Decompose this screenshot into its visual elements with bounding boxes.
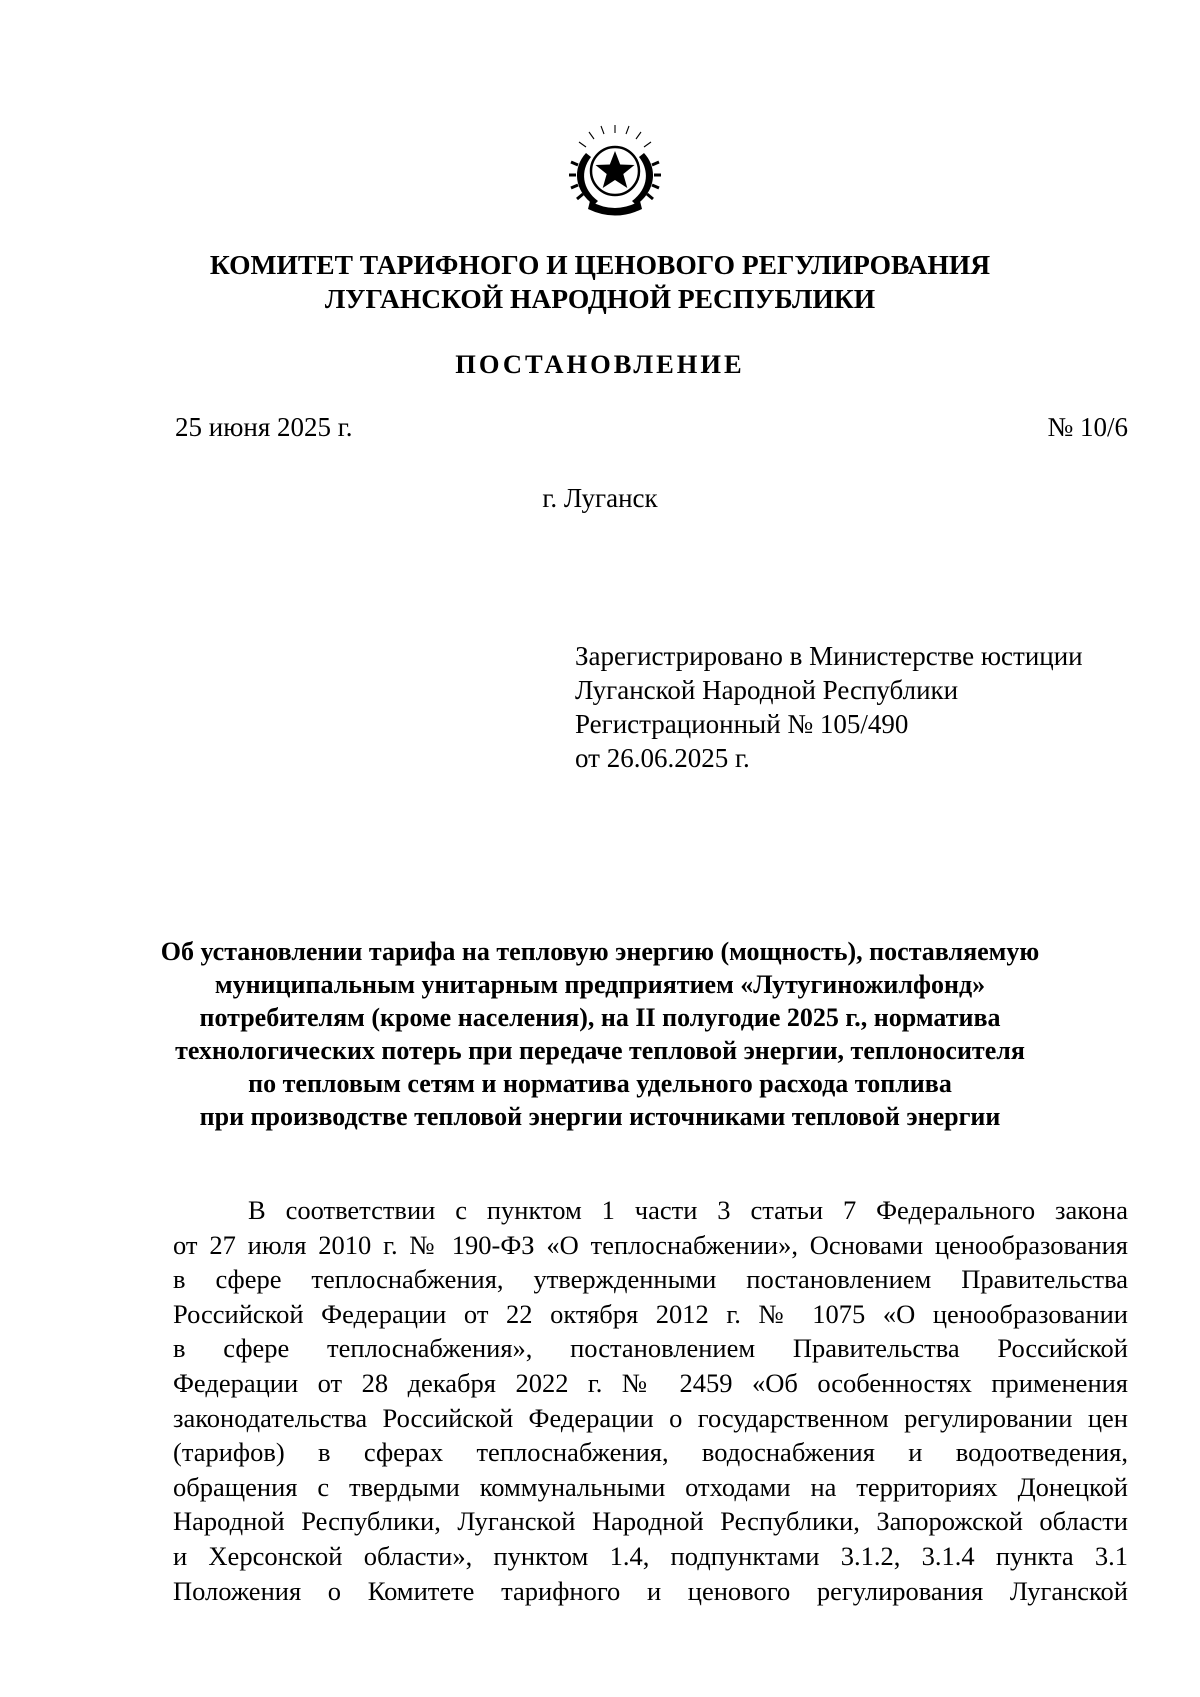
document-city: г. Луганск xyxy=(542,483,658,513)
document-type: ПОСТАНОВЛЕНИЕ xyxy=(455,349,745,379)
body-line: (тарифов) в сферах теплоснабжения, водоснабжения и водоотведения, xyxy=(173,1437,1128,1468)
body-line: от 27 июля 2010 г. № 190-ФЗ «О теплоснабжении», Основами ценообразования xyxy=(173,1229,1128,1260)
org-line-1: КОМИТЕТ ТАРИФНОГО И ЦЕНОВОГО РЕГУЛИРОВАНИЯ xyxy=(209,249,991,280)
organization-name xyxy=(0,248,1200,316)
body-line: Федерации от 28 декабря 2022 г. № 2459 «Об особенностях применения xyxy=(173,1367,1128,1398)
body-line: в сфере теплоснабжения», постановлением Правительства Российской xyxy=(173,1333,1128,1364)
registration-line-2: Луганской Народной Республики xyxy=(575,675,959,705)
registration-line-4: от 26.06.2025 г. xyxy=(575,743,750,773)
document-number: № 10/6 xyxy=(1047,412,1128,442)
body-line: Положения о Комитете тарифного и ценового регулирования Луганской xyxy=(173,1575,1128,1606)
document-date: 25 июня 2025 г. xyxy=(175,412,353,442)
lpr-coat-of-arms-icon xyxy=(564,123,666,219)
subject-line: Об установлении тарифа на тепловую энергию (мощность), поставляемую xyxy=(160,937,1040,966)
subject-line: потребителям (кроме населения), на II полугодие 2025 г., норматива xyxy=(199,1003,1001,1032)
body-line: обращения с твердыми коммунальными отходами на территориях Донецкой xyxy=(173,1471,1128,1502)
body-line: Российской Федерации от 22 октября 2012 г. № 1075 «О ценообразовании xyxy=(173,1298,1128,1329)
body-line: и Херсонской области», пунктом 1.4, подпунктами 3.1.2, 3.1.4 пункта 3.1 xyxy=(173,1540,1128,1571)
body-line: Народной Республики, Луганской Народной Республики, Запорожской области xyxy=(173,1506,1128,1537)
registration-stamp xyxy=(575,639,1083,775)
body-paragraph xyxy=(173,1193,1128,1608)
document-subject xyxy=(0,935,1200,1133)
body-line: в сфере теплоснабжения, утвержденными постановлением Правительства xyxy=(173,1264,1128,1295)
subject-line: при производстве тепловой энергии источниками тепловой энергии xyxy=(199,1102,1001,1131)
subject-line: муниципальным унитарным предприятием «Лутугиножилфонд» xyxy=(214,970,986,999)
registration-line-3: Регистрационный № 105/490 xyxy=(575,709,909,739)
body-line: законодательства Российской Федерации о государственном регулировании цен xyxy=(173,1402,1128,1433)
subject-line: по тепловым сетям и норматива удельного расхода топлива xyxy=(248,1069,952,1098)
org-line-2: ЛУГАНСКОЙ НАРОДНОЙ РЕСПУБЛИКИ xyxy=(324,283,876,314)
registration-line-1: Зарегистрировано в Министерстве юстиции xyxy=(575,641,1083,671)
subject-line: технологических потерь при передаче тепловой энергии, теплоносителя xyxy=(175,1036,1025,1065)
body-line: В соответствии с пунктом 1 части 3 статьи 7 Федерального закона xyxy=(248,1195,1128,1225)
